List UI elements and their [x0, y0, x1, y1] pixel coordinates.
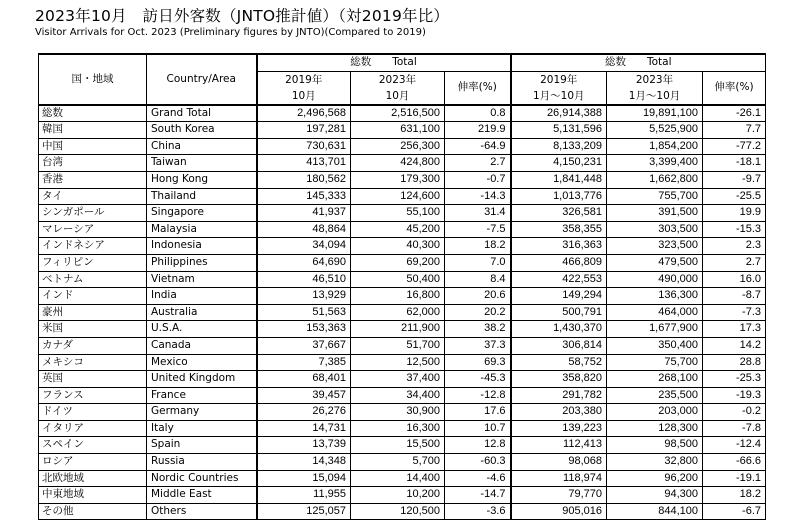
ytd-2023-cell: 203,000: [607, 404, 703, 421]
ytd-2023-cell: 98,500: [607, 437, 703, 454]
month-2023-cell: 5,700: [351, 454, 445, 471]
ytd-growth-cell: -66.6: [703, 454, 766, 471]
region-en-cell: Canada: [147, 337, 257, 354]
month-2023-cell: 14,400: [351, 470, 445, 487]
ytd-growth-cell: 18.2: [703, 487, 766, 504]
region-en-cell: Malaysia: [147, 221, 257, 238]
month-2019-cell: 34,094: [257, 238, 351, 255]
region-jp-cell: 香港: [39, 171, 147, 188]
region-jp-cell: シンガポール: [39, 205, 147, 222]
month-growth-cell: -3.6: [445, 503, 511, 520]
ytd-growth-cell: -8.7: [703, 288, 766, 305]
header-region-en: Country/Area: [147, 54, 257, 105]
ytd-growth-cell: 14.2: [703, 337, 766, 354]
ytd-2019-cell: 139,223: [511, 420, 607, 437]
month-2019-cell: 46,510: [257, 271, 351, 288]
month-2023-cell: 51,700: [351, 337, 445, 354]
header-month-2023: 2023年 10月: [351, 71, 445, 105]
ytd-growth-cell: 17.3: [703, 321, 766, 338]
ytd-2019-cell: 5,131,596: [511, 122, 607, 139]
month-2023-cell: 179,300: [351, 171, 445, 188]
month-2023-cell: 69,200: [351, 254, 445, 271]
header-ytd-2023: 2023年 1月～10月: [607, 71, 703, 105]
table-row: [39, 254, 766, 271]
month-growth-cell: -12.8: [445, 387, 511, 404]
region-jp-cell: 北欧地域: [39, 470, 147, 487]
ytd-2019-cell: 306,814: [511, 337, 607, 354]
region-en-cell: Mexico: [147, 354, 257, 371]
region-en-cell: India: [147, 288, 257, 305]
table-row: [39, 205, 766, 222]
ytd-2023-cell: 128,300: [607, 420, 703, 437]
ytd-2019-cell: 1,430,370: [511, 321, 607, 338]
ytd-growth-cell: -6.7: [703, 503, 766, 520]
region-en-cell: Nordic Countries: [147, 470, 257, 487]
region-en-cell: Others: [147, 503, 257, 520]
region-en-cell: U.S.A.: [147, 321, 257, 338]
month-2019-cell: 48,864: [257, 221, 351, 238]
ytd-2023-cell: 391,500: [607, 205, 703, 222]
region-jp-cell: イタリア: [39, 420, 147, 437]
month-2019-cell: 153,363: [257, 321, 351, 338]
ytd-2023-cell: 94,300: [607, 487, 703, 504]
ytd-2023-cell: 1,677,900: [607, 321, 703, 338]
table-row: [39, 371, 766, 388]
month-2023-cell: 45,200: [351, 221, 445, 238]
ytd-2023-cell: 75,700: [607, 354, 703, 371]
header-total-month: 総数 Total: [257, 54, 511, 71]
ytd-2023-cell: 1,662,800: [607, 171, 703, 188]
region-jp-cell: 豪州: [39, 304, 147, 321]
region-en-cell: Russia: [147, 454, 257, 471]
month-growth-cell: 219.9: [445, 122, 511, 139]
ytd-growth-cell: 2.3: [703, 238, 766, 255]
region-jp-cell: 英国: [39, 371, 147, 388]
table-row: [39, 387, 766, 404]
ytd-growth-cell: -15.3: [703, 221, 766, 238]
ytd-2019-cell: 291,782: [511, 387, 607, 404]
ytd-growth-cell: -9.7: [703, 171, 766, 188]
table-row: [39, 238, 766, 255]
month-2023-cell: 120,500: [351, 503, 445, 520]
month-2019-cell: 730,631: [257, 138, 351, 155]
ytd-growth-cell: -26.1: [703, 105, 766, 122]
ytd-2023-cell: 755,700: [607, 188, 703, 205]
ytd-2019-cell: 905,016: [511, 503, 607, 520]
region-jp-cell: 中東地域: [39, 487, 147, 504]
region-en-cell: United Kingdom: [147, 371, 257, 388]
month-growth-cell: 20.2: [445, 304, 511, 321]
month-2019-cell: 197,281: [257, 122, 351, 139]
month-2019-cell: 37,667: [257, 337, 351, 354]
month-2019-cell: 15,094: [257, 470, 351, 487]
region-en-cell: Vietnam: [147, 271, 257, 288]
month-2023-cell: 631,100: [351, 122, 445, 139]
month-growth-cell: 0.8: [445, 105, 511, 122]
month-growth-cell: -7.5: [445, 221, 511, 238]
header-region-jp: 国・地域: [39, 54, 147, 105]
month-2019-cell: 11,955: [257, 487, 351, 504]
region-jp-cell: ベトナム: [39, 271, 147, 288]
ytd-2019-cell: 26,914,388: [511, 105, 607, 122]
ytd-2023-cell: 3,399,400: [607, 155, 703, 172]
region-en-cell: Indonesia: [147, 238, 257, 255]
ytd-2019-cell: 358,820: [511, 371, 607, 388]
month-2023-cell: 16,300: [351, 420, 445, 437]
ytd-2023-cell: 19,891,100: [607, 105, 703, 122]
month-growth-cell: 8.4: [445, 271, 511, 288]
region-en-cell: Spain: [147, 437, 257, 454]
region-en-cell: Singapore: [147, 205, 257, 222]
month-growth-cell: 2.7: [445, 155, 511, 172]
region-jp-cell: 台湾: [39, 155, 147, 172]
ytd-2019-cell: 8,133,209: [511, 138, 607, 155]
table-row: [39, 105, 766, 122]
month-2019-cell: 413,701: [257, 155, 351, 172]
ytd-2023-cell: 479,500: [607, 254, 703, 271]
region-en-cell: Taiwan: [147, 155, 257, 172]
month-growth-cell: -64.9: [445, 138, 511, 155]
ytd-2019-cell: 4,150,231: [511, 155, 607, 172]
month-2019-cell: 51,563: [257, 304, 351, 321]
table-row: [39, 454, 766, 471]
table-row: [39, 304, 766, 321]
region-en-cell: Philippines: [147, 254, 257, 271]
month-2023-cell: 12,500: [351, 354, 445, 371]
header-month-growth: 伸率(%): [445, 71, 511, 105]
month-2023-cell: 2,516,500: [351, 105, 445, 122]
table-row: [39, 221, 766, 238]
region-jp-cell: ロシア: [39, 454, 147, 471]
month-growth-cell: -14.7: [445, 487, 511, 504]
ytd-growth-cell: -7.3: [703, 304, 766, 321]
ytd-2019-cell: 112,413: [511, 437, 607, 454]
month-2023-cell: 16,800: [351, 288, 445, 305]
ytd-growth-cell: -25.5: [703, 188, 766, 205]
month-2019-cell: 39,457: [257, 387, 351, 404]
month-growth-cell: 37.3: [445, 337, 511, 354]
ytd-2019-cell: 358,355: [511, 221, 607, 238]
ytd-growth-cell: -7.8: [703, 420, 766, 437]
table-row: [39, 138, 766, 155]
region-jp-cell: タイ: [39, 188, 147, 205]
region-jp-cell: ドイツ: [39, 404, 147, 421]
month-2019-cell: 68,401: [257, 371, 351, 388]
ytd-2019-cell: 466,809: [511, 254, 607, 271]
month-growth-cell: -0.7: [445, 171, 511, 188]
month-2023-cell: 55,100: [351, 205, 445, 222]
region-en-cell: Thailand: [147, 188, 257, 205]
ytd-2019-cell: 422,553: [511, 271, 607, 288]
ytd-growth-cell: -12.4: [703, 437, 766, 454]
ytd-2019-cell: 98,068: [511, 454, 607, 471]
ytd-2019-cell: 1,841,448: [511, 171, 607, 188]
month-growth-cell: -4.6: [445, 470, 511, 487]
ytd-2019-cell: 203,380: [511, 404, 607, 421]
ytd-2019-cell: 79,770: [511, 487, 607, 504]
ytd-growth-cell: 19.9: [703, 205, 766, 222]
ytd-growth-cell: 2.7: [703, 254, 766, 271]
region-jp-cell: 米国: [39, 321, 147, 338]
region-en-cell: Italy: [147, 420, 257, 437]
month-2019-cell: 41,937: [257, 205, 351, 222]
table-row: [39, 503, 766, 520]
region-en-cell: Germany: [147, 404, 257, 421]
table-row: [39, 404, 766, 421]
ytd-growth-cell: 7.7: [703, 122, 766, 139]
month-2019-cell: 13,929: [257, 288, 351, 305]
table-row: [39, 271, 766, 288]
month-2019-cell: 26,276: [257, 404, 351, 421]
ytd-2023-cell: 235,500: [607, 387, 703, 404]
table-row: [39, 487, 766, 504]
ytd-growth-cell: -19.3: [703, 387, 766, 404]
month-2023-cell: 50,400: [351, 271, 445, 288]
month-2019-cell: 125,057: [257, 503, 351, 520]
ytd-2023-cell: 350,400: [607, 337, 703, 354]
ytd-2023-cell: 323,500: [607, 238, 703, 255]
region-en-cell: France: [147, 387, 257, 404]
month-growth-cell: 31.4: [445, 205, 511, 222]
region-en-cell: South Korea: [147, 122, 257, 139]
month-growth-cell: 7.0: [445, 254, 511, 271]
region-jp-cell: 中国: [39, 138, 147, 155]
ytd-2023-cell: 303,500: [607, 221, 703, 238]
table-row: [39, 470, 766, 487]
month-2019-cell: 13,739: [257, 437, 351, 454]
ytd-2023-cell: 268,100: [607, 371, 703, 388]
region-jp-cell: メキシコ: [39, 354, 147, 371]
header-total-ytd: 総数 Total: [511, 54, 766, 71]
ytd-2023-cell: 1,854,200: [607, 138, 703, 155]
month-2023-cell: 15,500: [351, 437, 445, 454]
region-jp-cell: インドネシア: [39, 238, 147, 255]
header-month-2019: 2019年 10月: [257, 71, 351, 105]
region-en-cell: Middle East: [147, 487, 257, 504]
header-ytd-growth: 伸率(%): [703, 71, 766, 105]
table-row: [39, 122, 766, 139]
table-row: [39, 321, 766, 338]
ytd-2019-cell: 149,294: [511, 288, 607, 305]
month-growth-cell: -45.3: [445, 371, 511, 388]
ytd-2019-cell: 326,581: [511, 205, 607, 222]
table-row: [39, 288, 766, 305]
month-2023-cell: 30,900: [351, 404, 445, 421]
ytd-growth-cell: -25.3: [703, 371, 766, 388]
ytd-2023-cell: 490,000: [607, 271, 703, 288]
region-jp-cell: マレーシア: [39, 221, 147, 238]
ytd-growth-cell: 16.0: [703, 271, 766, 288]
page-title: 2023年10月 訪日外客数（JNTO推計値）（対2019年比）: [35, 7, 450, 25]
ytd-2023-cell: 464,000: [607, 304, 703, 321]
month-2023-cell: 34,400: [351, 387, 445, 404]
month-growth-cell: 20.6: [445, 288, 511, 305]
ytd-2019-cell: 1,013,776: [511, 188, 607, 205]
ytd-2023-cell: 96,200: [607, 470, 703, 487]
month-2019-cell: 14,348: [257, 454, 351, 471]
ytd-2023-cell: 32,800: [607, 454, 703, 471]
month-2023-cell: 256,300: [351, 138, 445, 155]
ytd-growth-cell: -0.2: [703, 404, 766, 421]
month-growth-cell: 18.2: [445, 238, 511, 255]
page-subtitle: Visitor Arrivals for Oct. 2023 (Preliminary figures by JNTO)(Compared to 2019): [35, 27, 426, 38]
month-2023-cell: 10,200: [351, 487, 445, 504]
region-jp-cell: 韓国: [39, 122, 147, 139]
table-row: [39, 354, 766, 371]
month-growth-cell: 69.3: [445, 354, 511, 371]
ytd-growth-cell: -19.1: [703, 470, 766, 487]
ytd-growth-cell: 28.8: [703, 354, 766, 371]
ytd-2023-cell: 136,300: [607, 288, 703, 305]
region-jp-cell: その他: [39, 503, 147, 520]
table-row: [39, 420, 766, 437]
ytd-2019-cell: 58,752: [511, 354, 607, 371]
region-jp-cell: フィリピン: [39, 254, 147, 271]
table-row: [39, 171, 766, 188]
month-growth-cell: 17.6: [445, 404, 511, 421]
month-growth-cell: 12.8: [445, 437, 511, 454]
ytd-growth-cell: -18.1: [703, 155, 766, 172]
table-body: [39, 105, 766, 520]
table-row: [39, 155, 766, 172]
month-2019-cell: 7,385: [257, 354, 351, 371]
header-ytd-2019: 2019年 1月～10月: [511, 71, 607, 105]
month-2023-cell: 211,900: [351, 321, 445, 338]
table-row: [39, 188, 766, 205]
region-jp-cell: フランス: [39, 387, 147, 404]
region-en-cell: China: [147, 138, 257, 155]
month-growth-cell: -60.3: [445, 454, 511, 471]
month-growth-cell: -14.3: [445, 188, 511, 205]
month-2019-cell: 64,690: [257, 254, 351, 271]
region-jp-cell: カナダ: [39, 337, 147, 354]
month-2019-cell: 2,496,568: [257, 105, 351, 122]
month-2023-cell: 40,300: [351, 238, 445, 255]
ytd-2019-cell: 316,363: [511, 238, 607, 255]
ytd-2019-cell: 118,974: [511, 470, 607, 487]
month-growth-cell: 38.2: [445, 321, 511, 338]
region-en-cell: Grand Total: [147, 105, 257, 122]
region-jp-cell: スペイン: [39, 437, 147, 454]
region-jp-cell: インド: [39, 288, 147, 305]
table-row: [39, 437, 766, 454]
region-en-cell: Australia: [147, 304, 257, 321]
ytd-growth-cell: -77.2: [703, 138, 766, 155]
month-growth-cell: 10.7: [445, 420, 511, 437]
region-jp-cell: 総数: [39, 105, 147, 122]
region-en-cell: Hong Kong: [147, 171, 257, 188]
month-2019-cell: 180,562: [257, 171, 351, 188]
ytd-2023-cell: 844,100: [607, 503, 703, 520]
ytd-2023-cell: 5,525,900: [607, 122, 703, 139]
month-2023-cell: 424,800: [351, 155, 445, 172]
ytd-2019-cell: 500,791: [511, 304, 607, 321]
month-2023-cell: 124,600: [351, 188, 445, 205]
month-2023-cell: 62,000: [351, 304, 445, 321]
month-2019-cell: 145,333: [257, 188, 351, 205]
month-2019-cell: 14,731: [257, 420, 351, 437]
table-row: [39, 337, 766, 354]
month-2023-cell: 37,400: [351, 371, 445, 388]
visitor-arrivals-table: [38, 53, 766, 520]
